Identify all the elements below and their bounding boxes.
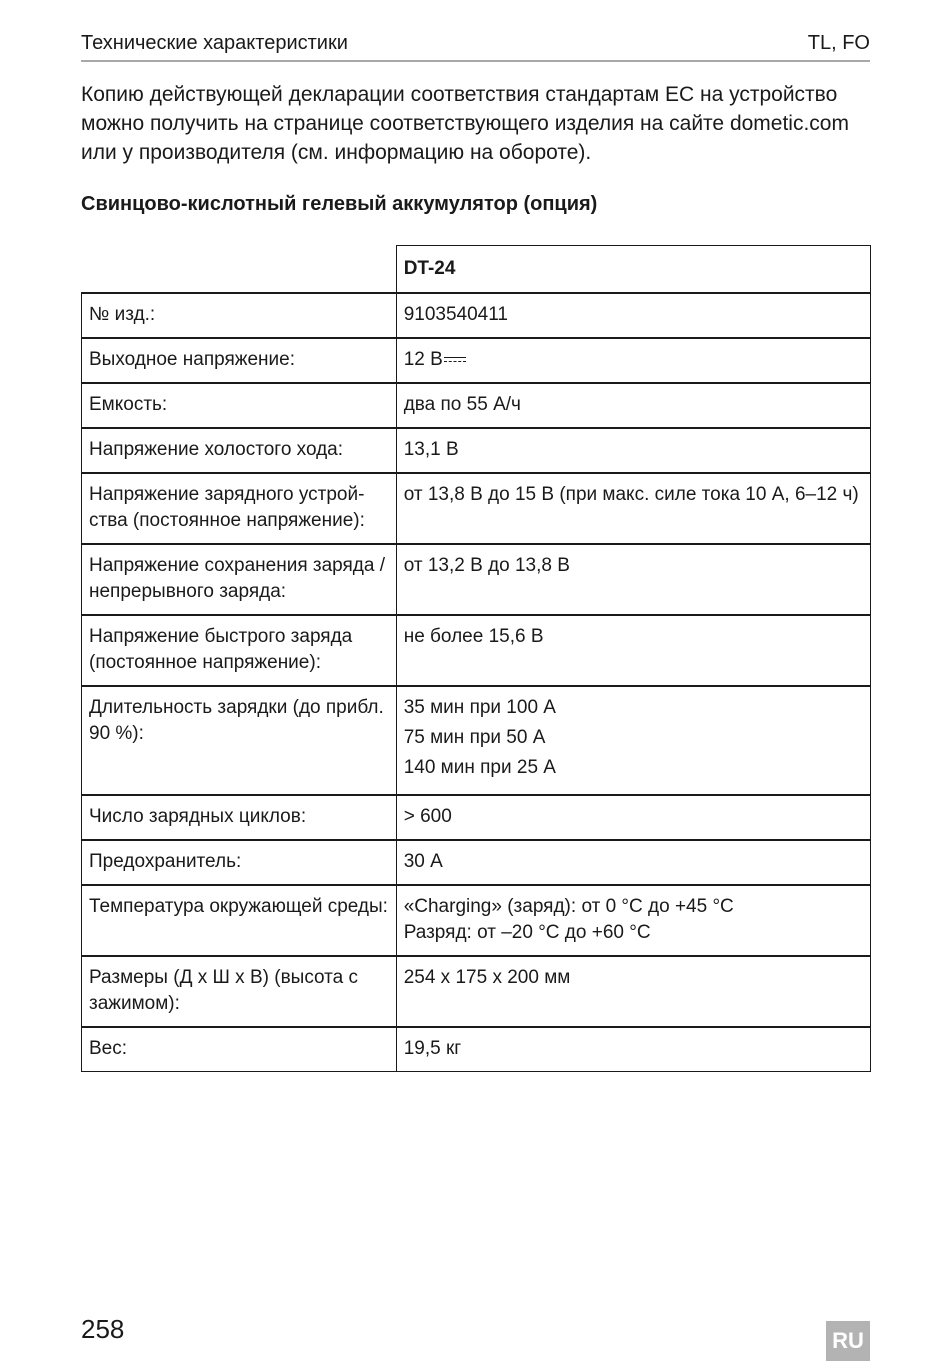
row-value: 254 x 175 x 200 мм — [396, 956, 870, 1027]
row-value — [396, 885, 870, 956]
row-value: > 600 — [396, 795, 870, 840]
row-label: Температура окружающей среды: — [82, 885, 397, 956]
row-label: Напряжение холостого хода: — [82, 428, 397, 473]
table-row — [82, 615, 871, 686]
table-row — [82, 686, 871, 795]
row-label: Предохранитель: — [82, 840, 397, 885]
row-label: Напряжение зарядного устрой-ства (постоянное напряжение): — [82, 473, 397, 544]
row-value-text: 12 В — [403, 349, 443, 370]
intro-paragraph: Копию действующей декларации соответствия стандартам ЕС на устройство можно получить на странице соответствующего изделия на сайте dometic.com или у производителя (см. информацию на обороте). — [81, 83, 849, 164]
row-label: Число зарядных циклов: — [82, 795, 397, 840]
temp-discharge-line: Разряд: от –20 °C до +60 °C — [403, 922, 651, 943]
table-row — [82, 1027, 871, 1072]
row-value: от 13,8 В до 15 В (при макс. силе тока 10 А, 6–12 ч) — [396, 473, 870, 544]
row-value: от 13,2 В до 13,8 В — [396, 544, 870, 615]
row-value: 19,5 кг — [396, 1027, 870, 1072]
table-corner-cell — [82, 246, 397, 294]
row-label: Размеры (Д x Ш x В) (высота с зажимом): — [82, 956, 397, 1027]
page-number: 258 — [81, 1314, 125, 1344]
spec-table — [81, 245, 871, 1072]
row-value: 13,1 В — [396, 428, 870, 473]
charge-time-line: 75 мин при 50 А — [403, 727, 546, 748]
table-row — [82, 428, 871, 473]
language-badge: RU — [826, 1321, 870, 1361]
row-value: не более 15,6 В — [396, 615, 870, 686]
table-row — [82, 795, 871, 840]
row-label: Длительность зарядки (до прибл. 90 %): — [82, 686, 397, 795]
row-label: Емкость: — [82, 383, 397, 428]
model-header: DT-24 — [396, 246, 870, 294]
dc-voltage-icon — [444, 355, 466, 365]
table-row — [82, 885, 871, 956]
table-row — [82, 293, 871, 338]
row-value: два по 55 А/ч — [396, 383, 870, 428]
row-label: № изд.: — [82, 293, 397, 338]
row-value: 9103540411 — [396, 293, 870, 338]
table-row — [82, 840, 871, 885]
charge-time-line: 35 мин при 100 А — [403, 697, 556, 718]
page-header — [81, 30, 870, 62]
table-header-row — [82, 246, 871, 294]
row-label: Вес: — [82, 1027, 397, 1072]
section-heading: Свинцово-кислотный гелевый аккумулятор (опция) — [81, 193, 598, 215]
charge-time-line: 140 мин при 25 А — [403, 757, 556, 778]
table-row — [82, 383, 871, 428]
header-models: TL, FO — [807, 32, 870, 54]
table-row — [82, 473, 871, 544]
row-value — [396, 686, 870, 795]
table-row — [82, 338, 871, 383]
row-value: 30 А — [396, 840, 870, 885]
row-value — [396, 338, 870, 383]
table-row — [82, 956, 871, 1027]
row-label: Напряжение быстрого заряда (постоянное напряжение): — [82, 615, 397, 686]
temp-charging-line: «Charging» (заряд): от 0 °C до +45 °C — [403, 896, 734, 917]
row-label: Выходное напряжение: — [82, 338, 397, 383]
table-row — [82, 544, 871, 615]
header-section-title: Технические характеристики — [81, 32, 348, 54]
row-label: Напряжение сохранения заряда / непрерывного заряда: — [82, 544, 397, 615]
